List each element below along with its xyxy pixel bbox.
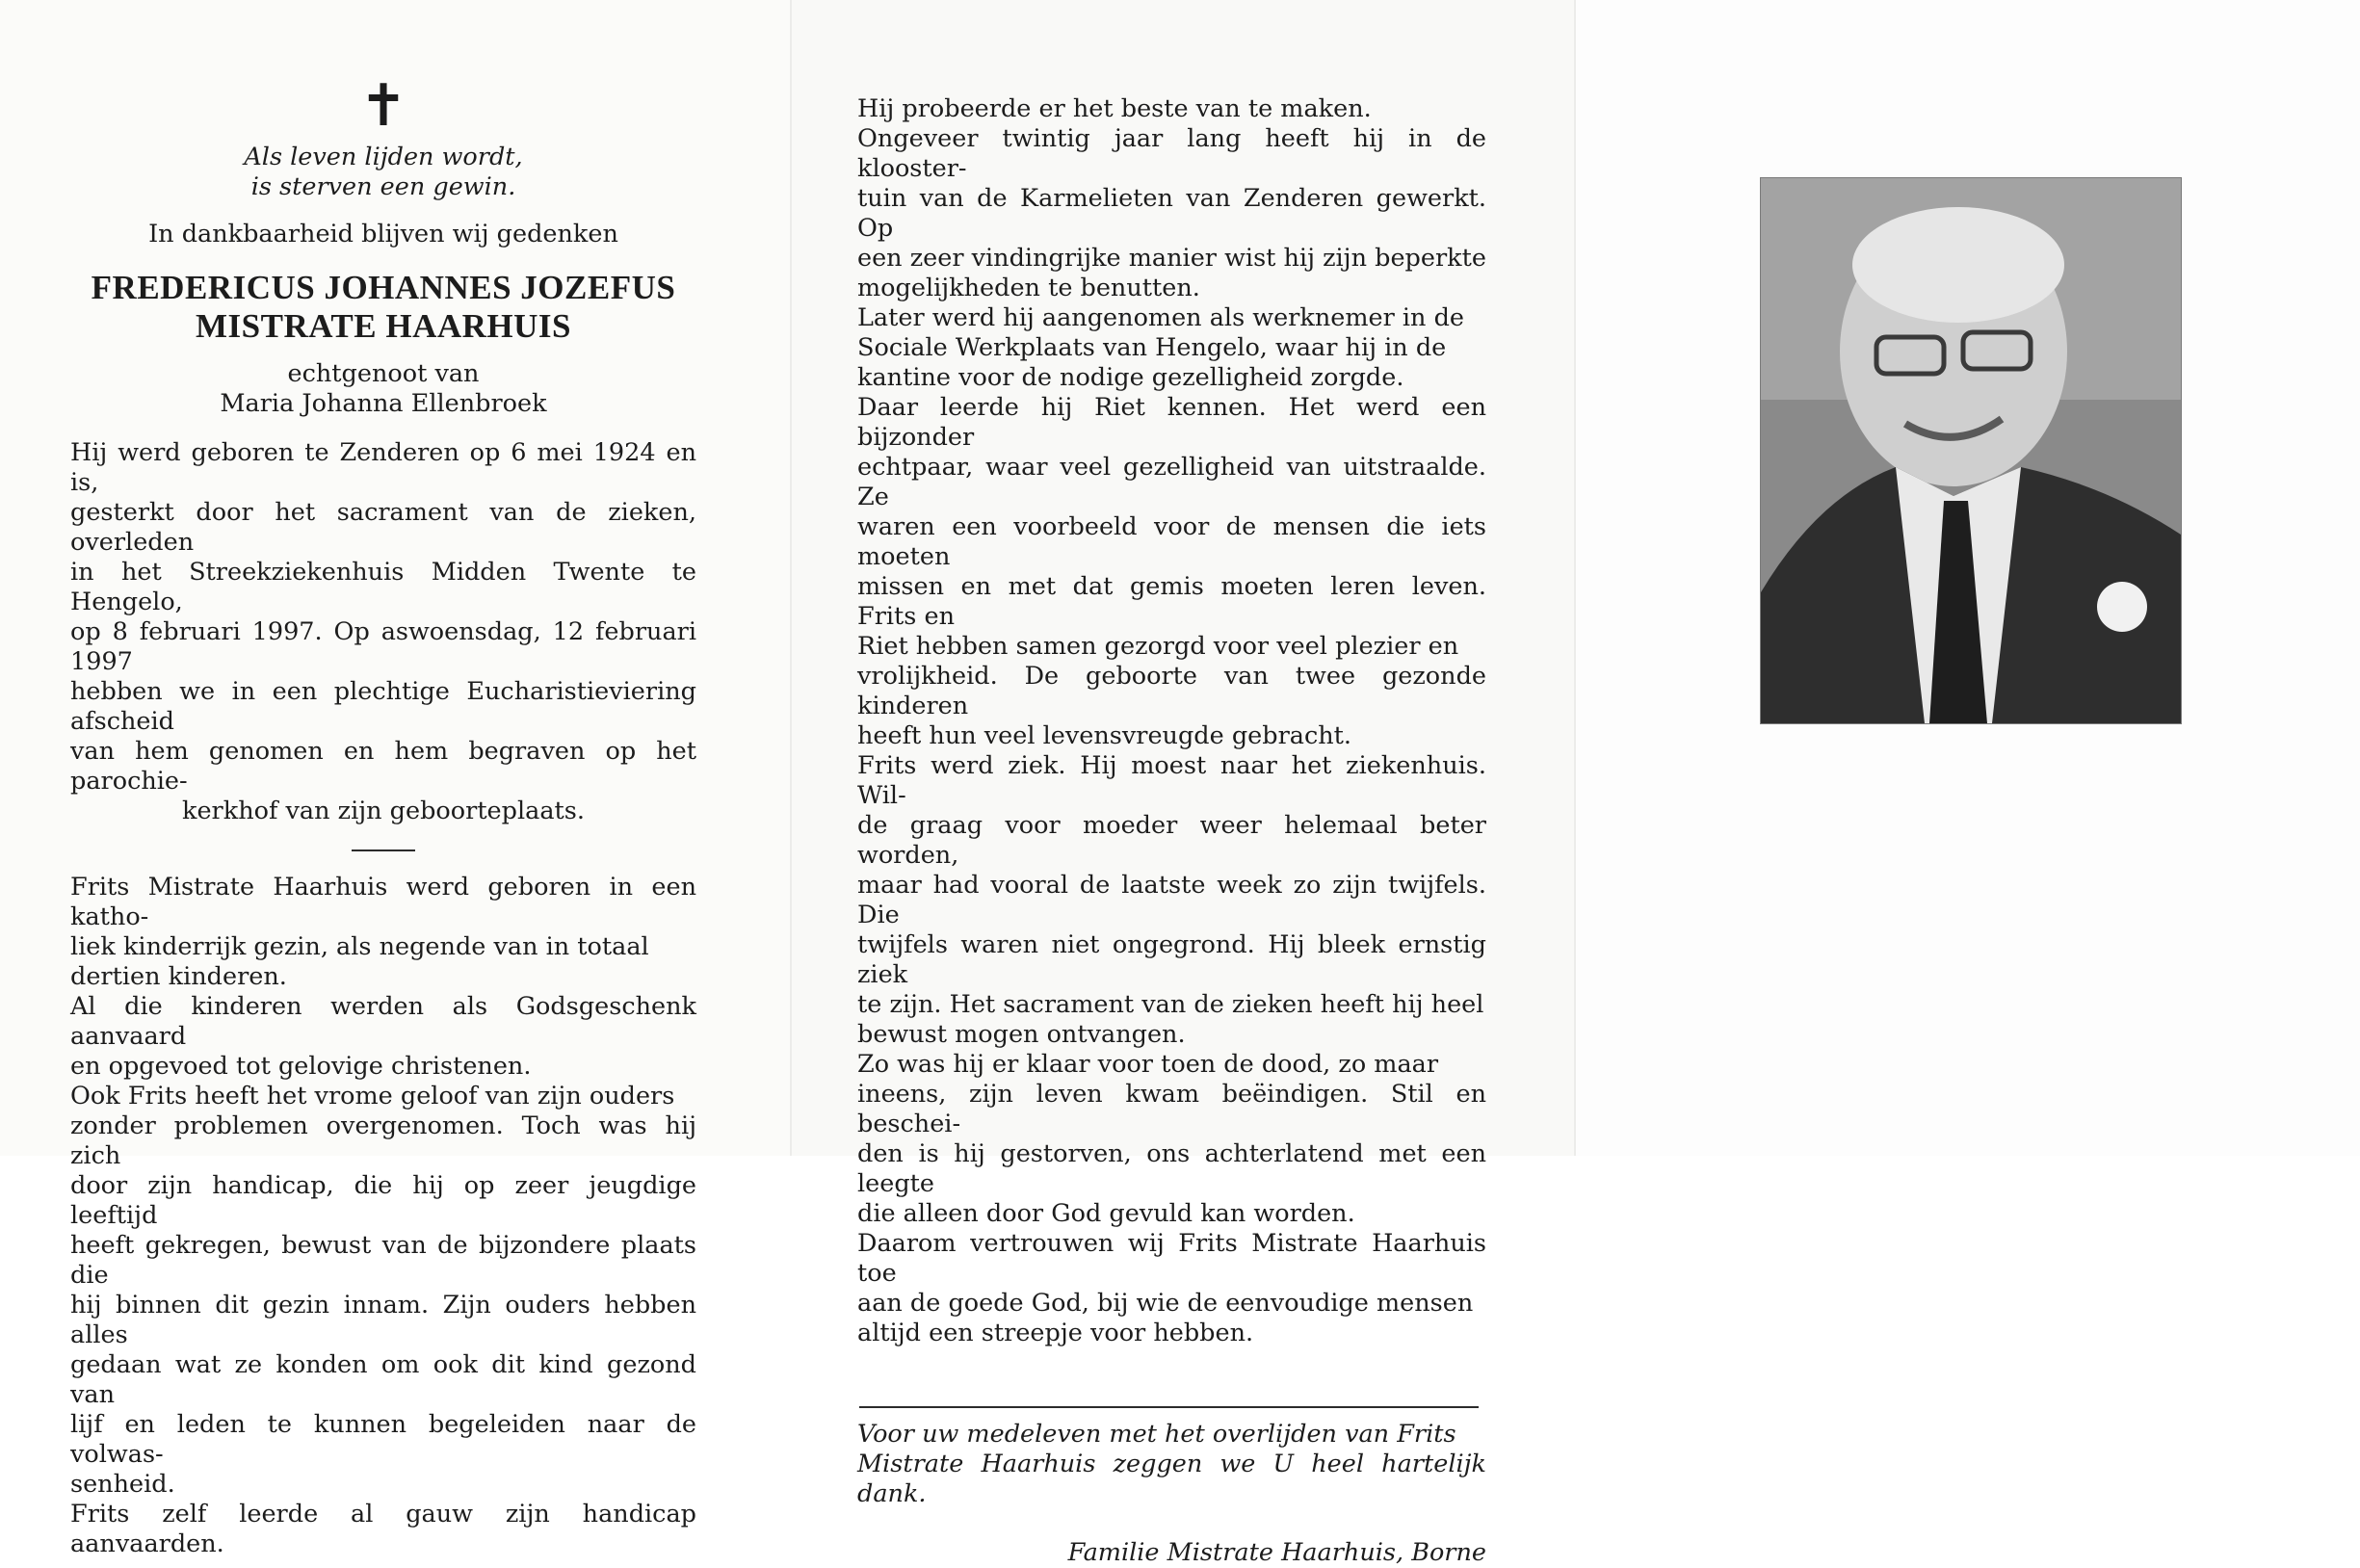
left-body-text — [70, 873, 696, 1559]
text-line: in het Streekziekenhuis Midden Twente te Hengelo, — [70, 558, 696, 616]
text-line: Ongeveer twintig jaar lang heeft hij in de klooster- — [857, 124, 1486, 183]
motto-line: is sterven een gewin. — [250, 172, 516, 201]
text-line: Zo was hij er klaar voor toen de dood, zo maar — [857, 1050, 1439, 1079]
text-line: Al die kinderen werden als Godsgeschenk aanvaard — [70, 992, 696, 1051]
text-line: gedaan wat ze konden om ook dit kind gezond van — [70, 1350, 696, 1409]
motto-line: Als leven lijden wordt, — [244, 143, 523, 171]
text-line: Daar leerde hij Riet kennen. Het werd een bijzonder — [857, 393, 1486, 452]
text-line: maar had vooral de laatste week zo zijn twijfels. Die — [857, 871, 1486, 929]
text-line: kerkhof van zijn geboorteplaats. — [182, 797, 585, 825]
text-line: echtpaar, waar veel gezelligheid van uitstraalde. Ze — [857, 453, 1486, 511]
text-line: Hij werd geboren te Zenderen op 6 mei 1924 en is, — [70, 438, 696, 497]
text-line: den is hij gestorven, ons achterlatend met een leegte — [857, 1139, 1486, 1198]
middle-body-text — [857, 94, 1486, 1348]
text-line: Frits Mistrate Haarhuis werd geboren in een katho- — [70, 873, 696, 931]
text-line: Frits werd ziek. Hij moest naar het ziekenhuis. Wil- — [857, 751, 1486, 810]
text-line: Mistrate Haarhuis zeggen we U heel hartelijk dank. — [857, 1450, 1486, 1508]
biography-summary — [70, 438, 696, 826]
text-line: Voor uw medeleven met het overlijden van Frits — [857, 1420, 1456, 1449]
text-line: aan de goede God, bij wie de eenvoudige mensen — [857, 1289, 1474, 1318]
text-line: vrolijkheid. De geboorte van twee gezonde kinderen — [857, 662, 1486, 720]
name-line: MISTRATE HAARHUIS — [196, 307, 571, 345]
text-line: Hij probeerde er het beste van te maken. — [857, 94, 1372, 123]
text-line: senheid. — [70, 1470, 175, 1499]
text-line: kantine voor de nodige gezelligheid zorgde. — [857, 363, 1404, 392]
text-line: op 8 februari 1997. Op aswoensdag, 12 februari 1997 — [70, 617, 696, 676]
text-line: bewust mogen ontvangen. — [857, 1020, 1186, 1049]
text-line: Daarom vertrouwen wij Frits Mistrate Haarhuis toe — [857, 1229, 1486, 1288]
thanks-note — [857, 1420, 1486, 1509]
text-line: liek kinderrijk gezin, als negende van in totaal — [70, 932, 649, 961]
text-line: gesterkt door het sacrament van de zieken, overleden — [70, 498, 696, 557]
text-line: Riet hebben samen gezorgd voor veel plezier en — [857, 632, 1459, 661]
spouse-line: Maria Johanna Ellenbroek — [220, 389, 547, 418]
text-line: een zeer vindingrijke manier wist hij zijn beperkte — [857, 244, 1486, 273]
portrait-photo — [1760, 177, 2182, 724]
intro-text: In dankbaarheid blijven wij gedenken — [148, 220, 618, 248]
middle-column — [857, 94, 1486, 1568]
text-line: tuin van de Karmelieten van Zenderen gewerkt. Op — [857, 184, 1486, 243]
fold-line — [790, 0, 792, 1156]
text-line: missen en met dat gemis moeten leren leven. Frits en — [857, 572, 1486, 631]
text-line: dertien kinderen. — [70, 962, 287, 991]
motto — [70, 143, 696, 202]
text-line: hij binnen dit gezin innam. Zijn ouders hebben alles — [70, 1291, 696, 1349]
text-line: lijf en leden te kunnen begeleiden naar de volwas- — [70, 1410, 696, 1469]
text-line: hebben we in een plechtige Eucharistieviering afscheid — [70, 677, 696, 736]
fold-line — [1574, 0, 1576, 1156]
text-line: mogelijkheden te benutten. — [857, 274, 1200, 302]
cross-icon: ✝ — [358, 72, 408, 140]
text-line: die alleen door God gevuld kan worden. — [857, 1199, 1355, 1228]
text-line: altijd een streepje voor hebben. — [857, 1319, 1254, 1347]
text-line: Frits zelf leerde al gauw zijn handicap aanvaarden. — [70, 1500, 696, 1558]
text-line: Sociale Werkplaats van Hengelo, waar hij in de — [857, 333, 1447, 362]
deceased-name — [70, 269, 696, 346]
text-line: heeft gekregen, bewust van de bijzondere plaats die — [70, 1231, 696, 1290]
text-line: en opgevoed tot gelovige christenen. — [70, 1052, 532, 1081]
text-line: Later werd hij aangenomen als werknemer in de — [857, 303, 1465, 332]
text-line: heeft hun veel levensvreugde gebracht. — [857, 721, 1352, 750]
text-line: door zijn handicap, die hij op zeer jeugdige leeftijd — [70, 1171, 696, 1230]
spouse-info — [70, 359, 696, 419]
text-line: Ook Frits heeft het vrome geloof van zijn ouders — [70, 1082, 675, 1111]
spouse-line: echtgenoot van — [287, 359, 480, 388]
text-line: twijfels waren niet ongegrond. Hij bleek ernstig ziek — [857, 930, 1486, 989]
text-line: ineens, zijn leven kwam beëindigen. Stil en beschei- — [857, 1080, 1486, 1138]
name-line: FREDERICUS JOHANNES JOZEFUS — [91, 269, 676, 306]
family-signature: Familie Mistrate Haarhuis, Borne — [1067, 1538, 1486, 1567]
divider — [352, 849, 415, 851]
text-line: zonder problemen overgenomen. Toch was hij zich — [70, 1111, 696, 1170]
text-line: te zijn. Het sacrament van de zieken heeft hij heel — [857, 990, 1484, 1019]
divider — [859, 1406, 1479, 1408]
text-line: van hem genomen en hem begraven op het parochie- — [70, 737, 696, 796]
left-column — [70, 72, 696, 1559]
text-line: waren een voorbeeld voor de mensen die iets moeten — [857, 512, 1486, 571]
text-line: de graag voor moeder weer helemaal beter worden, — [857, 811, 1486, 870]
